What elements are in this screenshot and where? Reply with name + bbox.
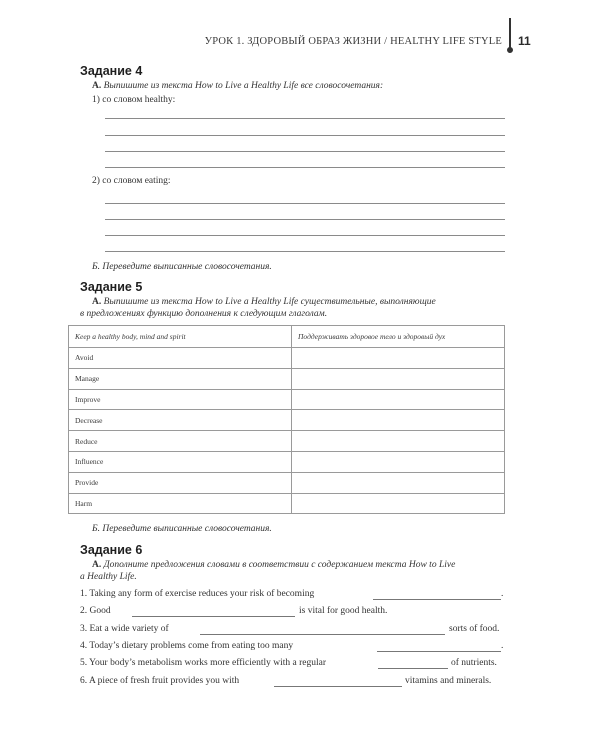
answer-cell[interactable] (292, 451, 505, 472)
running-head: УРОК 1. ЗДОРОВЫЙ ОБРАЗ ЖИЗНИ / HEALTHY LIFE STYLE (204, 36, 502, 47)
sentence-ending: of nutrients. (451, 658, 497, 668)
answer-cell[interactable] (292, 493, 505, 514)
task4-item1: 1) со словом healthy: (92, 95, 176, 105)
answer-cell[interactable] (292, 348, 505, 369)
verb-cell: Manage (69, 368, 292, 389)
verb-cell: Provide (69, 472, 292, 493)
task5-b-text: Б. Переведите выписанные словосочетания. (92, 524, 272, 534)
answer-cell[interactable] (292, 389, 505, 410)
verb-cell: Decrease (69, 410, 292, 431)
sentence-ending: is vital for good health. (299, 606, 388, 616)
sentence-text: 4. Today’s dietary problems come from eating too many (80, 641, 294, 651)
verb-table (68, 325, 505, 514)
sentence-text: 1. Taking any form of exercise reduces your risk of becoming (80, 589, 315, 599)
task5-title: Задание 5 (80, 280, 143, 294)
sentence-text: 5. Your body’s metabolism works more efficiently with a regular (80, 658, 326, 668)
answer-line[interactable] (105, 151, 505, 152)
answer-cell[interactable] (292, 431, 505, 452)
table-header-row (69, 326, 505, 348)
blank-field[interactable] (200, 634, 445, 635)
verb-cell: Influence (69, 451, 292, 472)
answer-cell[interactable] (292, 472, 505, 493)
sentence-ending: . (501, 641, 504, 651)
header-divider-dot (507, 47, 513, 53)
answer-cell[interactable] (292, 368, 505, 389)
table-row (69, 348, 505, 369)
page-number: 11 (518, 34, 531, 48)
header-divider (509, 18, 511, 48)
blank-field[interactable] (373, 599, 501, 600)
sentence-5 (80, 658, 326, 668)
table-row (69, 431, 505, 452)
table-row (69, 493, 505, 514)
sentence-ending: sorts of food. (449, 624, 500, 634)
table-row (69, 410, 505, 431)
sentence-text: 3. Eat a wide variety of (80, 624, 169, 634)
sentence-6 (80, 676, 239, 686)
table-header-cell: Keep a healthy body, mind and spirit (69, 326, 292, 348)
task5-a-label: А. (92, 297, 102, 307)
task6-instruction (92, 559, 506, 572)
answer-line[interactable] (105, 167, 505, 168)
sentence-3 (80, 624, 169, 634)
blank-field[interactable] (378, 668, 448, 669)
blank-field[interactable] (132, 616, 295, 617)
table-row (69, 472, 505, 493)
verb-cell: Harm (69, 493, 292, 514)
sentence-text: 6. A piece of fresh fruit provides you with (80, 676, 240, 686)
task4-a-text: Выпишите из текста How to Live a Healthy Life все словосочетания: (103, 81, 384, 91)
sentence-2 (80, 606, 111, 616)
task5-a-text-line1: Выпишите из текста How to Live a Healthy Life существительные, выполняющие (103, 297, 436, 307)
task4-title: Задание 4 (80, 64, 143, 78)
sentence-ending: . (501, 589, 504, 599)
table-row (69, 368, 505, 389)
task5-a-text-line2: в предложениях функцию дополнения к следующим глаголам. (80, 309, 328, 319)
answer-line[interactable] (105, 219, 505, 220)
blank-field[interactable] (377, 651, 501, 652)
answer-line[interactable] (105, 251, 505, 252)
sentence-ending: vitamins and minerals. (405, 676, 492, 686)
sentence-4 (80, 641, 293, 651)
task6-a-text-line1: Дополните предложения словами в соответствии с содержанием текста How to Live (103, 560, 456, 570)
table-row (69, 389, 505, 410)
task4-a-label: А. (92, 81, 102, 91)
verb-cell: Reduce (69, 431, 292, 452)
answer-line[interactable] (105, 235, 505, 236)
answer-line[interactable] (105, 135, 505, 136)
answer-line[interactable] (105, 203, 505, 204)
answer-cell[interactable] (292, 410, 505, 431)
verb-cell: Improve (69, 389, 292, 410)
task4-item2: 2) со словом eating: (92, 176, 171, 186)
task4-b-text: Б. Переведите выписанные словосочетания. (92, 262, 272, 272)
task6-title: Задание 6 (80, 543, 143, 557)
answer-line[interactable] (105, 118, 505, 119)
task6-a-text-line2: a Healthy Life. (80, 572, 137, 582)
task4-instruction (92, 80, 383, 93)
verb-cell: Avoid (69, 348, 292, 369)
table-header-cell: Поддерживать здоровое тело и здоровый дух (292, 326, 505, 348)
sentence-text: 2. Good (80, 606, 111, 616)
task5-instruction (92, 296, 506, 309)
table-row (69, 451, 505, 472)
sentence-1 (80, 589, 314, 599)
task6-a-label: А. (92, 560, 102, 570)
blank-field[interactable] (274, 686, 402, 687)
